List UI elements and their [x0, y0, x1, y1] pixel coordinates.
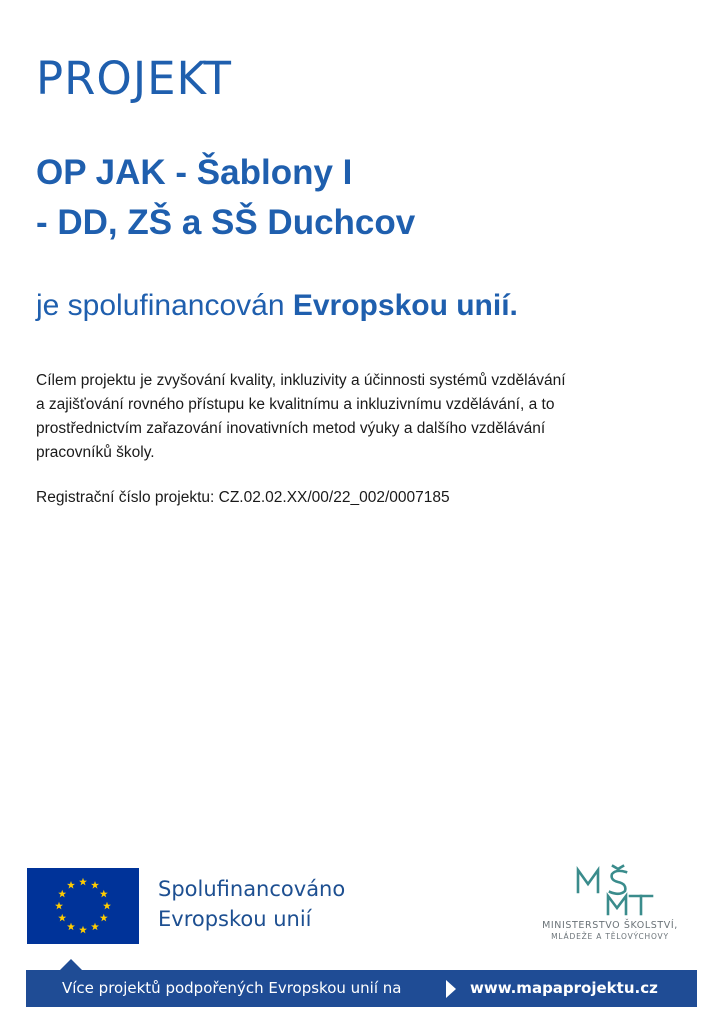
footer-link[interactable]: www.mapaprojektu.cz: [470, 979, 658, 997]
msmt-logo: [530, 864, 690, 948]
eu-stars-icon: [27, 868, 139, 944]
description-line: Cílem projektu je zvyšování kvality, inkluzivity a účinnosti systémů vzdělávání: [36, 372, 566, 389]
eu-star-icon: [55, 902, 63, 910]
footer-text: Více projektů podpořených Evropskou unií na: [62, 979, 402, 997]
msmt-logo-text: [530, 920, 690, 942]
cofunding-prefix: je spolufinancován: [36, 289, 293, 322]
page-heading: PROJEKT: [36, 52, 233, 105]
play-arrow-icon: [446, 980, 456, 998]
project-description: [36, 369, 676, 465]
description-line: pracovníků školy.: [36, 444, 155, 461]
cofunding-statement: [36, 289, 518, 323]
eu-star-icon: [67, 881, 75, 889]
msmt-logo-line-1: MINISTERSTVO ŠKOLSTVÍ,: [542, 920, 678, 931]
eu-star-icon: [100, 890, 108, 898]
eu-star-icon: [79, 926, 87, 934]
eu-star-icon: [103, 902, 111, 910]
eu-logo-line-1: Spolufinancováno: [158, 877, 346, 901]
eu-star-icon: [79, 878, 87, 886]
msmt-monogram-icon: [530, 864, 690, 920]
eu-flag-icon: [27, 868, 139, 944]
eu-star-icon: [91, 923, 99, 931]
eu-logo-line-2: Evropskou unií: [158, 907, 312, 931]
project-title: [36, 148, 415, 248]
eu-star-icon: [58, 890, 66, 898]
description-line: prostřednictvím zařazování inovativních metod výuky a dalšího vzdělávání: [36, 420, 546, 437]
eu-star-icon: [91, 881, 99, 889]
eu-star-icon: [100, 914, 108, 922]
eu-star-icon: [58, 914, 66, 922]
registration-number: Registrační číslo projektu: CZ.02.02.XX/00/22_002/0007185: [36, 489, 450, 506]
description-line: a zajišťování rovného přístupu ke kvalitnímu a inkluzivnímu vzdělávání, a to: [36, 396, 555, 413]
eu-star-icon: [67, 923, 75, 931]
project-title-line-1: OP JAK - Šablony I: [36, 153, 353, 192]
msmt-logo-line-2: MLÁDEŽE A TĚLOVÝCHOVY: [551, 932, 669, 941]
project-title-line-2: - DD, ZŠ a SŠ Duchcov: [36, 203, 416, 242]
cofunding-emphasis: Evropskou unií.: [292, 289, 518, 322]
eu-cofunded-logo-text: [158, 874, 345, 934]
